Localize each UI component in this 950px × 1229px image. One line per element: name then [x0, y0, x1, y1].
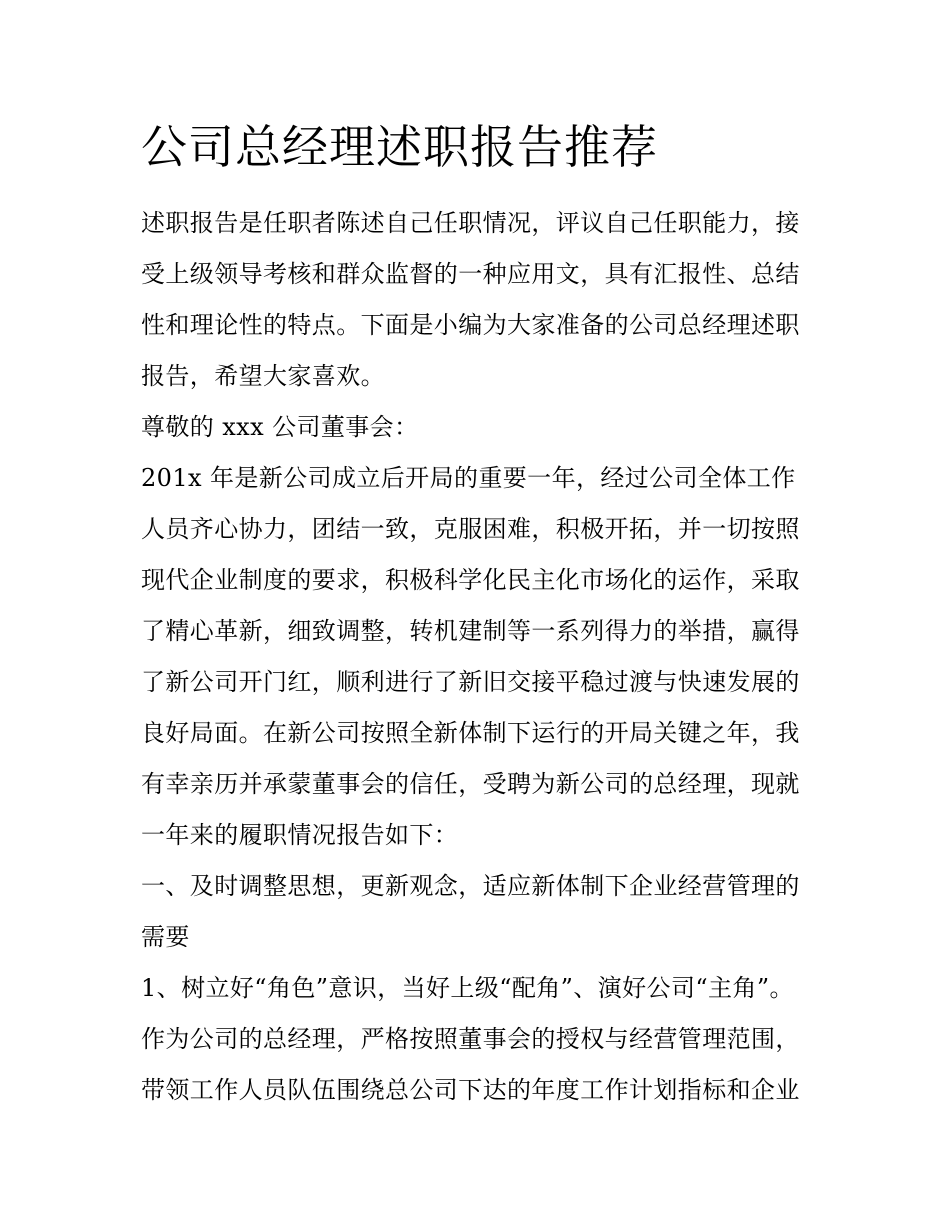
text-line: 201x 年是新公司成立后开局的重要一年，经过公司全体工作 [141, 464, 796, 492]
text-line: 了新公司开门红，顺利进行了新旧交接平稳过渡与快速发展的 [141, 668, 800, 696]
document-title: 公司总经理述职报告推荐 [141, 120, 658, 174]
text-line: 了精心革新，细致调整，转机建制等一系列得力的举措，赢得 [141, 617, 800, 645]
text-line: 带领工作人员队伍围绕总公司下达的年度工作计划指标和企业 [141, 1076, 800, 1104]
document-body [141, 198, 817, 1116]
text-line: 良好局面。在新公司按照全新体制下运行的开局关键之年，我 [141, 719, 800, 747]
subsection-heading-line: 1、树立好“角色”意识，当好上级“配角”、演好公司“主角”。 [141, 974, 794, 1002]
section-heading-line: 需要 [141, 923, 190, 951]
text-line: 现代企业制度的要求，积极科学化民主化市场化的运作，采取 [141, 566, 800, 594]
text-line: 报告，希望大家喜欢。 [141, 362, 385, 390]
text-line: 述职报告是任职者陈述自己任职情况，评议自己任职能力，接 [141, 209, 800, 237]
text-line: 性和理论性的特点。下面是小编为大家准备的公司总经理述职 [141, 311, 800, 339]
text-line: 作为公司的总经理，严格按照董事会的授权与经营管理范围， [141, 1025, 800, 1053]
salutation-line: 尊敬的 xxx 公司董事会： [141, 413, 419, 441]
text-line: 一年来的履职情况报告如下： [141, 821, 459, 849]
text-line: 有幸亲历并承蒙董事会的信任，受聘为新公司的总经理，现就 [141, 770, 800, 798]
section-heading-line: 一、及时调整思想，更新观念，适应新体制下企业经营管理的 [141, 872, 800, 900]
text-line: 受上级领导考核和群众监督的一种应用文，具有汇报性、总结 [141, 260, 800, 288]
text-line: 人员齐心协力，团结一致，克服困难，积极开拓，并一切按照 [141, 515, 800, 543]
